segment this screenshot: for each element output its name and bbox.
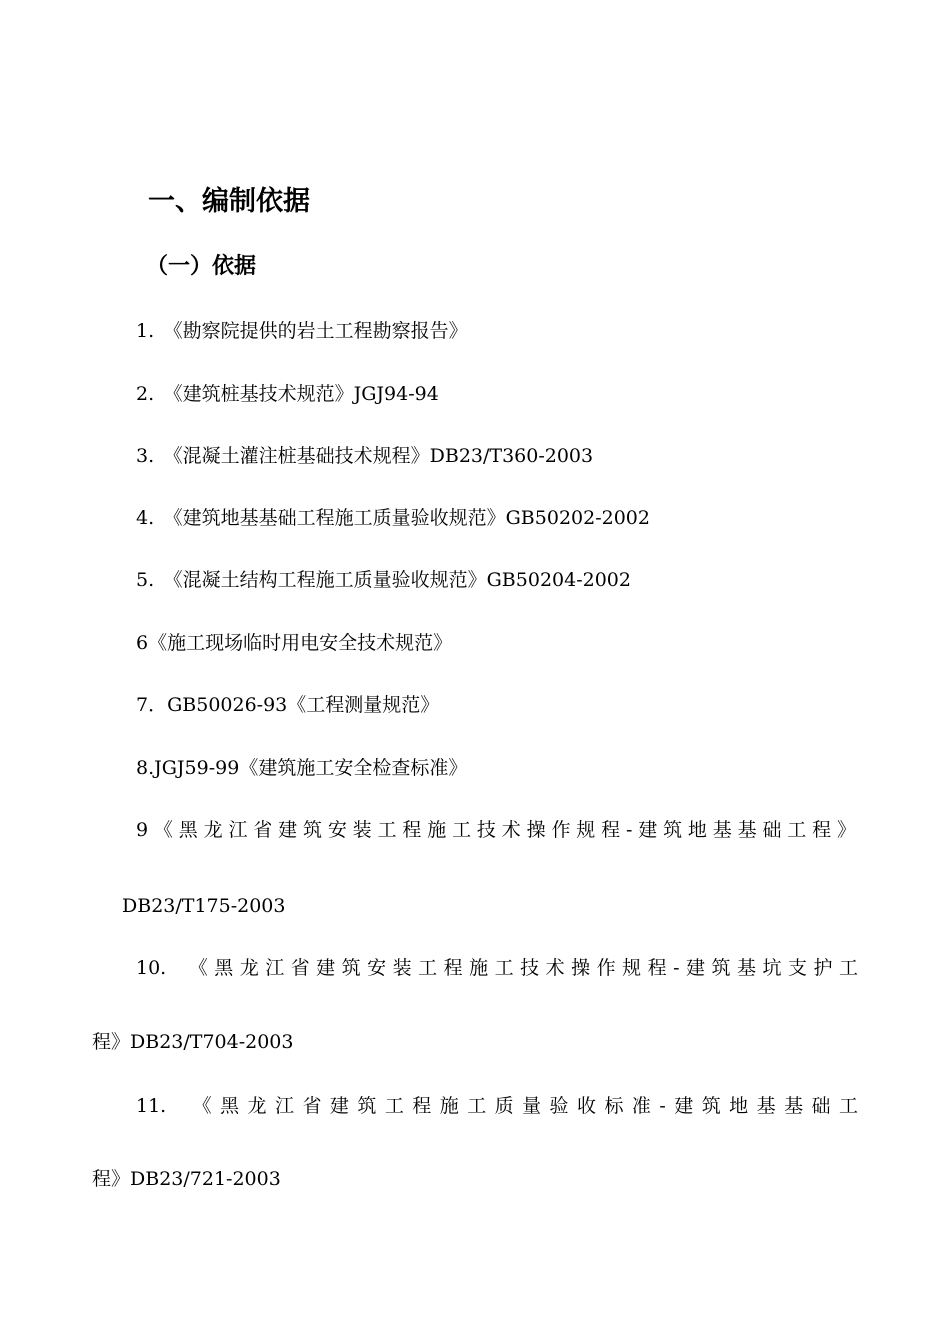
reference-item-7: 7．GB50026-93《工程测量规范》 [136,694,440,716]
reference-item-2: 2. 《建筑桩基技术规范》JGJ94-94 [136,383,439,405]
reference-item-10-line-1: 10. 《黑龙江省建筑安装工程施工技术操作规程-建筑基坑支护工 [136,957,858,979]
reference-item-8: 8.JGJ59-99《建筑施工安全检查标准》 [136,757,468,779]
reference-item-9-line-1: 9《黑龙江省建筑安装工程施工技术操作规程-建筑地基基础工程》 [136,819,856,841]
reference-item-1: 1. 《勘察院提供的岩土工程勘察报告》 [136,320,468,342]
reference-item-10-line-2: 程》DB23/T704-2003 [92,1031,294,1053]
reference-item-5: 5. 《混凝土结构工程施工质量验收规范》GB50204-2002 [136,569,631,591]
reference-item-4: 4. 《建筑地基基础工程施工质量验收规范》GB50202-2002 [136,507,650,529]
reference-item-6: 6《施工现场临时用电安全技术规范》 [136,632,453,654]
reference-item-11-line-1: 11. 《黑龙江省建筑工程施工质量验收标准-建筑地基基础工 [136,1095,858,1117]
reference-item-11-line-2: 程》DB23/721-2003 [92,1168,281,1190]
subsection-heading: （一）依据 [146,254,257,279]
reference-item-9-line-2: DB23/T175-2003 [122,895,286,917]
section-heading: 一、编制依据 [148,186,310,217]
reference-item-3: 3. 《混凝土灌注桩基础技术规程》DB23/T360-2003 [136,445,594,467]
